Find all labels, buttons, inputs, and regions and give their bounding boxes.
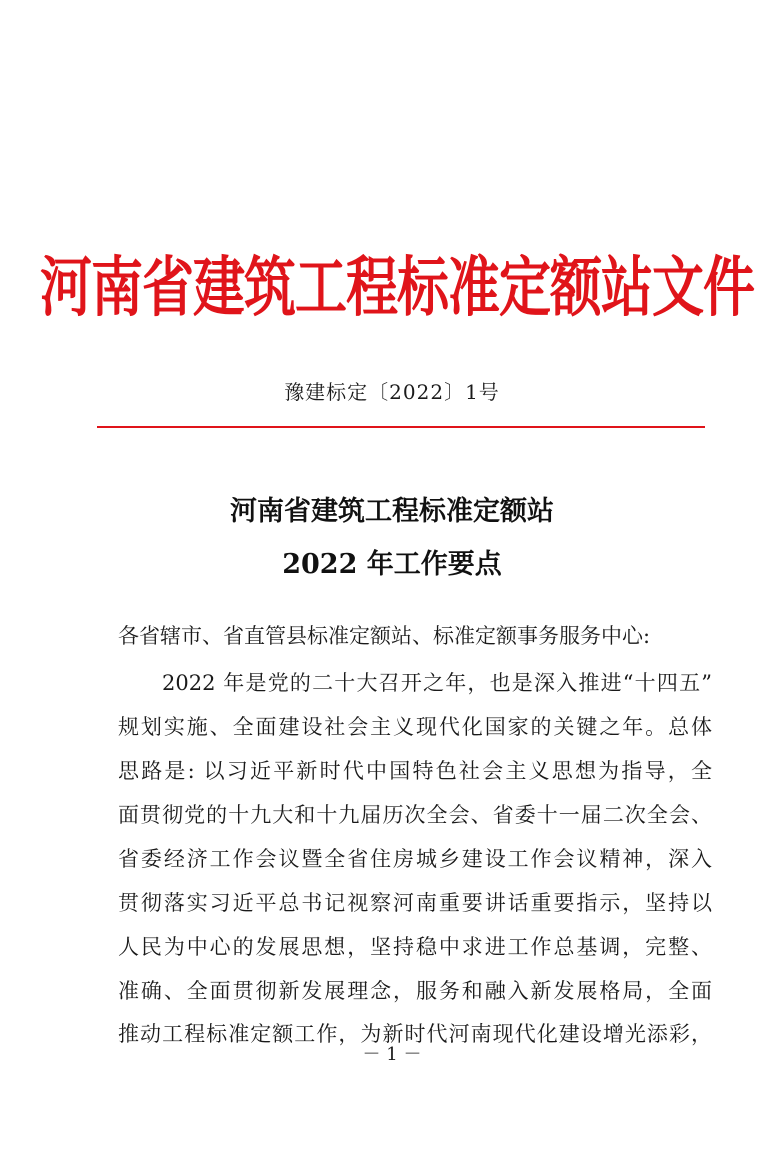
page-number: － 1 － xyxy=(362,1044,422,1065)
body-line-3: 思路是: 以习近平新时代中国特色社会主义思想为指导，全 xyxy=(118,759,712,783)
body-line-8: 准确、全面贯彻新发展理念，服务和融入新发展格局，全面 xyxy=(118,979,712,1003)
body-line-9: 推动工程标准定额工作，为新时代河南现代化建设增光添彩， xyxy=(118,1022,712,1046)
body-line-2: 规划实施、全面建设社会主义现代化国家的关键之年。总体 xyxy=(118,715,712,739)
document-title-line-2: 2022 年工作要点 xyxy=(282,549,502,580)
body-line-5: 省委经济工作会议暨全省住房城乡建设工作会议精神，深入 xyxy=(118,847,712,871)
body-line-6: 贯彻落实习近平总书记视察河南重要讲话重要指示，坚持以 xyxy=(118,891,712,915)
masthead-title: 河南省建筑工程标准定额站文件 xyxy=(40,249,755,326)
document-title-line-1: 河南省建筑工程标准定额站 xyxy=(230,496,554,527)
body-line-1: 2022 年是党的二十大召开之年，也是深入推进“十四五” xyxy=(162,671,712,695)
document-number: 豫建标定〔2022〕1号 xyxy=(284,380,500,404)
body-line-4: 面贯彻党的十九大和十九届历次全会、省委十一届二次全会、 xyxy=(118,803,712,827)
body-line-7: 人民为中心的发展思想，坚持稳中求进工作总基调，完整、 xyxy=(118,935,712,959)
salutation: 各省辖市、省直管县标准定额站、标准定额事务服务中心: xyxy=(118,624,651,648)
red-divider-line xyxy=(97,426,705,428)
